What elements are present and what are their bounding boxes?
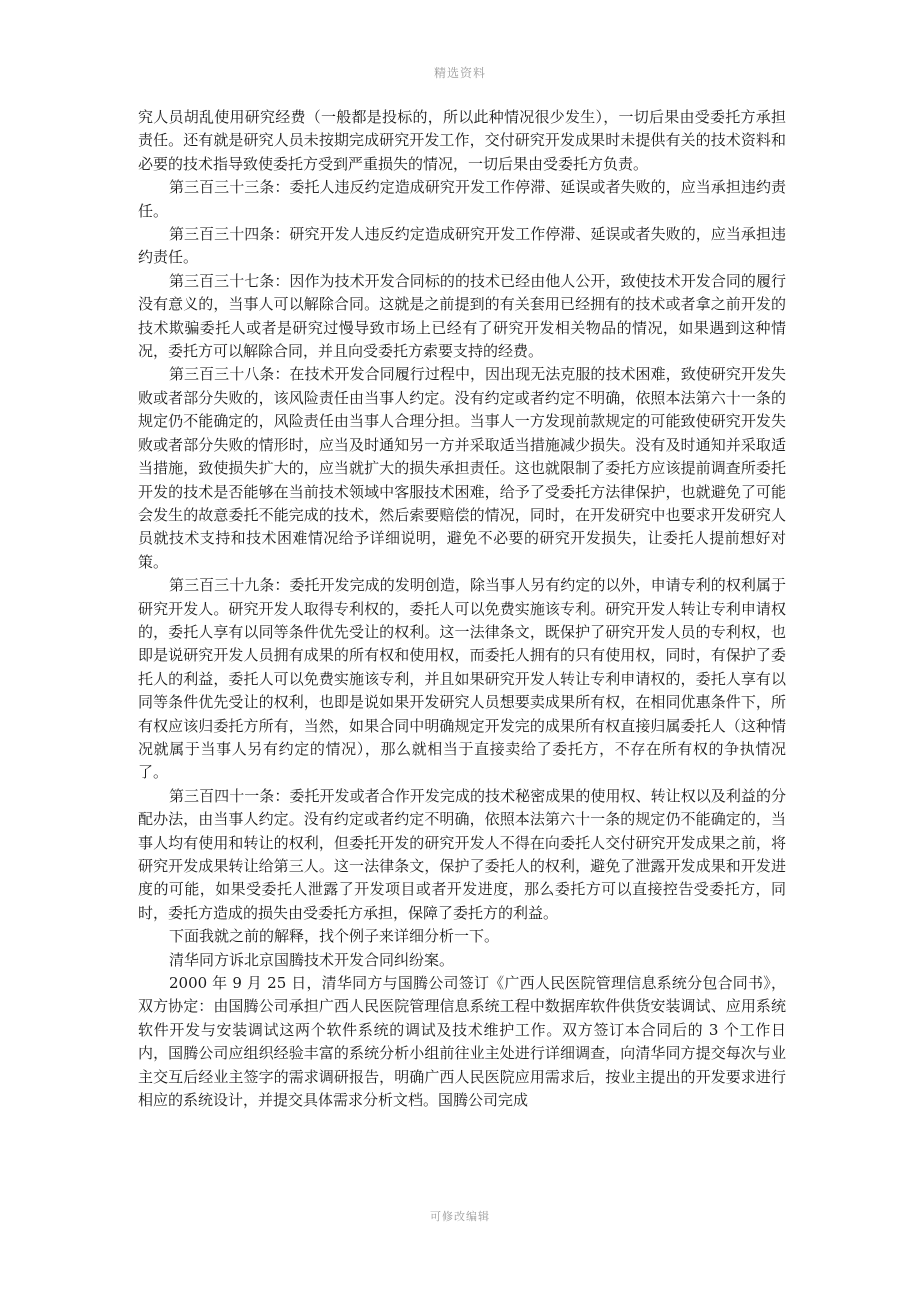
paragraph: 下面我就之前的解释，找个例子来详细分析一下。	[169, 927, 500, 946]
page-footer: 可修改编辑	[430, 1210, 490, 1223]
paragraph: 清华同方诉北京国腾技术开发合同纠纷案。	[169, 950, 455, 969]
page-header: 精选资料	[433, 66, 486, 80]
paragraph: 第三百三十八条：在技术开发合同履行过程中，因出现无法克服的技术困难，致使研究开发失败或者部分失败的，该风险责任由当事人约定。没有约定或者约定不明确，依照本法第六十一条的规定仍不能确定的，风险责任由当事人合理分担。当事人一方发现前款规定的可能致使研究开发失败或者部分失败的情形时，应当及时通知另一方并采取适当措施减少损失。没有及时通知并采取适当措施，致使损失扩大的，应当就扩大的损失承担责任。这也就限制了委托方应该提前调查所委托开发的技术是否能够在当前技术领域中客服技术困难，给予了受委托方法律保护，也就避免了可能会发生的故意委托不能完成的技术，然后索要赔偿的情况，同时，在开发研究中也要求开发研究人员就技术支持和技术困难情况给予详细说明，避免不必要的研究开发损失，让委托人提前想好对策。	[138, 365, 786, 571]
paragraph: 第三百四十一条：委托开发或者合作开发完成的技术秘密成果的使用权、转让权以及利益的分配办法，由当事人约定。没有约定或者约定不明确，依照本法第六十一条的规定仍不能确定的，当事人均有使用和转让的权利，但委托开发的研究开发人不得在向委托人交付研究开发成果之前，将研究开发成果转让给第三人。这一法律条文，保护了委托人的权利，避免了泄露开发成果和开发进度的可能，如果受委托人泄露了开发项目或者开发进度，那么委托方可以直接控告受委托方，同时，委托方造成的损失由受委托方承担，保障了委托方的利益。	[138, 786, 786, 922]
paragraph: 第三百三十七条：因作为技术开发合同标的的技术已经由他人公开，致使技术开发合同的履行没有意义的，当事人可以解除合同。这就是之前提到的有关套用已经拥有的技术或者拿之前开发的技术欺骗委托人或者是研究过慢导致市场上已经有了研究开发相关物品的情况，如果遇到这种情况，委托方可以解除合同，并且向受委托方索要支持的经费。	[138, 271, 786, 361]
paragraph: 第三百三十九条：委托开发完成的发明创造，除当事人另有约定的以外，申请专利的权利属于研究开发人。研究开发人取得专利权的，委托人可以免费实施该专利。研究开发人转让专利申请权的，委托人享有以同等条件优先受让的权利。这一法律条文，既保护了研究开发人员的专利权，也即是说研究开发人员拥有成果的所有权和使用权，而委托人拥有的只有使用权，同时，有保护了委托人的利益，委托人可以免费实施该专利，并且如果研究开发人转让专利申请权的，委托人享有以同等条件优先受让的权利，也即是说如果开发研究人员想要卖成果所有权，在相同优惠条件下，所有权应该归委托方所有，当然，如果合同中明确规定开发完的成果所有权直接归属委托人（这种情况就属于当事人另有约定的情况），那么就相当于直接卖给了委托方，不存在所有权的争执情况了。	[138, 576, 786, 782]
document-body	[138, 106, 786, 1112]
paragraph: 第三百三十三条：委托人违反约定造成研究开发工作停滞、延误或者失败的，应当承担违约责任。	[138, 178, 786, 220]
paragraph: 第三百三十四条：研究开发人违反约定造成研究开发工作停滞、延误或者失败的，应当承担违约责任。	[138, 225, 786, 267]
paragraph: 究人员胡乱使用研究经费（一般都是投标的，所以此种情况很少发生），一切后果由受委托方承担责任。还有就是研究人员未按期完成研究开发工作，交付研究开发成果时未提供有关的技术资料和必要的技术指导致使委托方受到严重损失的情况，一切后果由受委托方负责。	[138, 108, 786, 173]
paragraph: 2000 年 9 月 25 日，清华同方与国腾公司签订《广西人民医院管理信息系统分包合同书》，双方协定：由国腾公司承担广西人民医院管理信息系统工程中数据库软件供货安装调试、应用系统软件开发与安装调试这两个软件系统的调试及技术维护工作。双方签订本合同后的 3 个工作日内，国腾公司应组织经验丰富的系统分析小组前往业主处进行详细调查，向清华同方提交每次与业主交互后经业主签字的需求调研报告，明确广西人民医院应用需求后，按业主提出的开发要求进行相应的系统设计，并提交具体需求分析文档。国腾公司完成	[138, 974, 786, 1110]
